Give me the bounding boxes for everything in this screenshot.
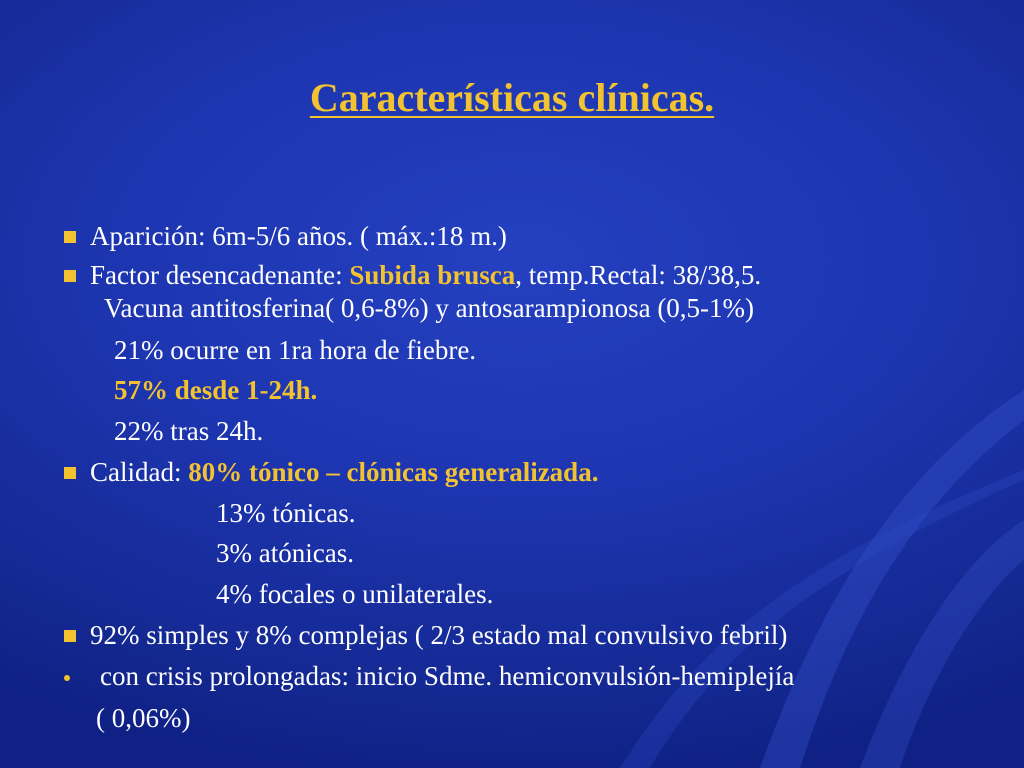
line-21: 21% ocurre en 1ra hora de fiebre. — [114, 335, 477, 365]
line-calidad — [90, 456, 598, 488]
bullet-dot-icon — [64, 675, 70, 681]
line-92: 92% simples y 8% complejas ( 2/3 estado mal convulsivo febril) — [90, 620, 788, 650]
line-4: 4% focales o unilaterales. — [216, 579, 494, 609]
calidad-label: Calidad: — [90, 457, 189, 487]
line-13: 13% tónicas. — [216, 498, 356, 528]
line-22: 22% tras 24h. — [114, 416, 264, 446]
line-crisis: con crisis prolongadas: inicio Sdme. hemiconvulsión-hemiplejía — [100, 661, 795, 691]
bullet-square-icon — [64, 467, 76, 479]
line-006: ( 0,06%) — [96, 703, 191, 733]
line-aparicion: Aparición: 6m-5/6 años. ( máx.:18 m.) — [90, 221, 507, 251]
bullet-square-icon — [64, 270, 76, 282]
slide-title: Características clínicas. — [309, 75, 715, 120]
line-factor — [90, 259, 761, 291]
bullet-square-icon — [64, 231, 76, 243]
calidad-highlight: 80% tónico – clónicas generalizada. — [188, 457, 599, 487]
factor-highlight: Subida brusca — [349, 260, 516, 290]
line-57: 57% desde 1-24h. — [114, 375, 318, 405]
factor-rest: , temp.Rectal: 38/38,5. — [515, 260, 762, 290]
line-vacuna: Vacuna antitosferina( 0,6-8%) y antosarampionosa (0,5-1%) — [104, 293, 755, 323]
line-3: 3% atónicas. — [216, 538, 354, 568]
bullet-square-icon — [64, 630, 76, 642]
factor-label: Factor desencadenante: — [90, 260, 350, 290]
